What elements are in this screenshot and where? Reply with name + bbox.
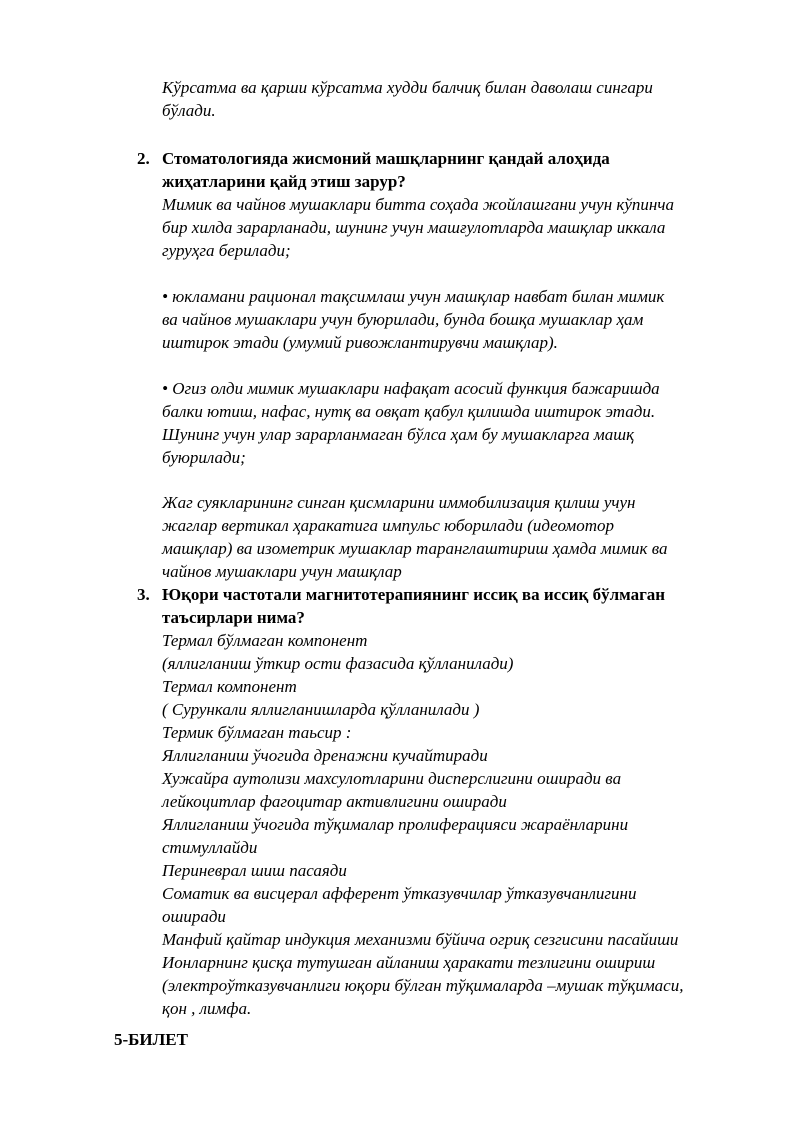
- text-line: балки ютиш, нафас, нутқ ва овқат қабул қилишда иштирок этади.: [162, 402, 656, 421]
- text-line: бир хилда зарарланади, шунинг учун машғулотларда машқлар иккала: [162, 218, 666, 237]
- text-line: оширади: [162, 907, 226, 926]
- question-title: [162, 147, 610, 193]
- text-line: жаглар вертикал ҳаракатига импульс юборилади (идеомотор: [162, 516, 614, 535]
- question-title-line: таъсирлари нима?: [162, 608, 305, 627]
- text-line: Периневрал шиш пасаяди: [162, 861, 347, 880]
- q2-paragraph-4: [162, 491, 762, 583]
- q2-bullet-1: [162, 285, 762, 354]
- text-line: ( Сурункали яллигланишларда қўлланилади ): [162, 700, 480, 719]
- intro-line: Кўрсатма ва қарши кўрсатма худди балчиқ билан даволаш сингари: [162, 78, 653, 97]
- text-line: Термик бўлмаган таьсир :: [162, 723, 352, 742]
- text-line: Манфий қайтар индукция механизми бўйича огриқ сезгисини пасайиши: [162, 930, 679, 949]
- text-line: Яллигланиш ўчогида тўқималар пролиферацияси жараёнларини: [162, 815, 629, 834]
- ticket-heading: 5-БИЛЕТ: [114, 1030, 188, 1049]
- text-line: машқлар) ва изометрик мушаклар таранглаштириш ҳамда мимик ва: [162, 539, 668, 558]
- text-line: стимуллайди: [162, 838, 258, 857]
- text-line: Мимик ва чайнов мушаклари битта соҳада жойлашгани учун кўпинча: [162, 195, 674, 214]
- text-line: • юкламани рационал тақсимлаш учун машқлар навбат билан мимик: [162, 287, 665, 306]
- text-line: буюрилади;: [162, 448, 246, 467]
- text-line: Термал бўлмаган компонент: [162, 631, 368, 650]
- question-number: 2.: [137, 149, 150, 168]
- text-line: қон , лимфа.: [162, 999, 252, 1018]
- question-title-line: Юқори частотали магнитотерапиянинг иссиқ ва иссиқ бўлмаган: [162, 585, 666, 604]
- intro-paragraph: [162, 76, 762, 122]
- q2-bullet-2: [162, 377, 762, 469]
- question-title-line: жиҳатларини қайд этиш зарур?: [162, 172, 406, 191]
- text-line: • Огиз олди мимик мушаклари нафақат асосий функция бажаришда: [162, 379, 660, 398]
- text-line: иштирок этади (умумий ривожлантирувчи машқлар).: [162, 333, 558, 352]
- question-title-line: Стоматологияда жисмоний машқларнинг қандай алоҳида: [162, 149, 610, 168]
- text-line: Ионларнинг қисқа тутушган айланиш ҳаракати тезлигини ошириш: [162, 953, 656, 972]
- text-line: Жаг суякларининг синган қисмларини иммобилизация қилиш учун: [162, 493, 636, 512]
- text-line: ва чайнов мушаклари учун буюрилади, бунда бошқа мушаклар ҳам: [162, 310, 644, 329]
- question-number: 3.: [137, 585, 150, 604]
- q2-paragraph-1: [162, 193, 762, 262]
- text-line: гуруҳга берилади;: [162, 241, 291, 260]
- text-line: (электроўтказувчанлиги юқори бўлган тўқималарда –мушак тўқимаси,: [162, 976, 684, 995]
- text-line: лейкоцитлар фагоцитар активлигини оширади: [162, 792, 507, 811]
- intro-line: бўлади.: [162, 101, 216, 120]
- text-line: Термал компонент: [162, 677, 297, 696]
- text-line: чайнов мушаклари учун машқлар: [162, 562, 402, 581]
- text-line: Соматик ва висцерал афферент ўтказувчилар ўтказувчанлигини: [162, 884, 637, 903]
- q3-answer: [162, 629, 762, 1020]
- text-line: (яллигланиш ўткир ости фазасида қўлланилади): [162, 654, 514, 673]
- text-line: Шунинг учун улар зарарланмаган бўлса ҳам бу мушакларга машқ: [162, 425, 635, 444]
- question-title: [162, 583, 665, 629]
- text-line: Хужайра аутолизи махсулотларини дисперслигини оширади ва: [162, 769, 622, 788]
- text-line: Яллигланиш ўчогида дренажни кучайтиради: [162, 746, 488, 765]
